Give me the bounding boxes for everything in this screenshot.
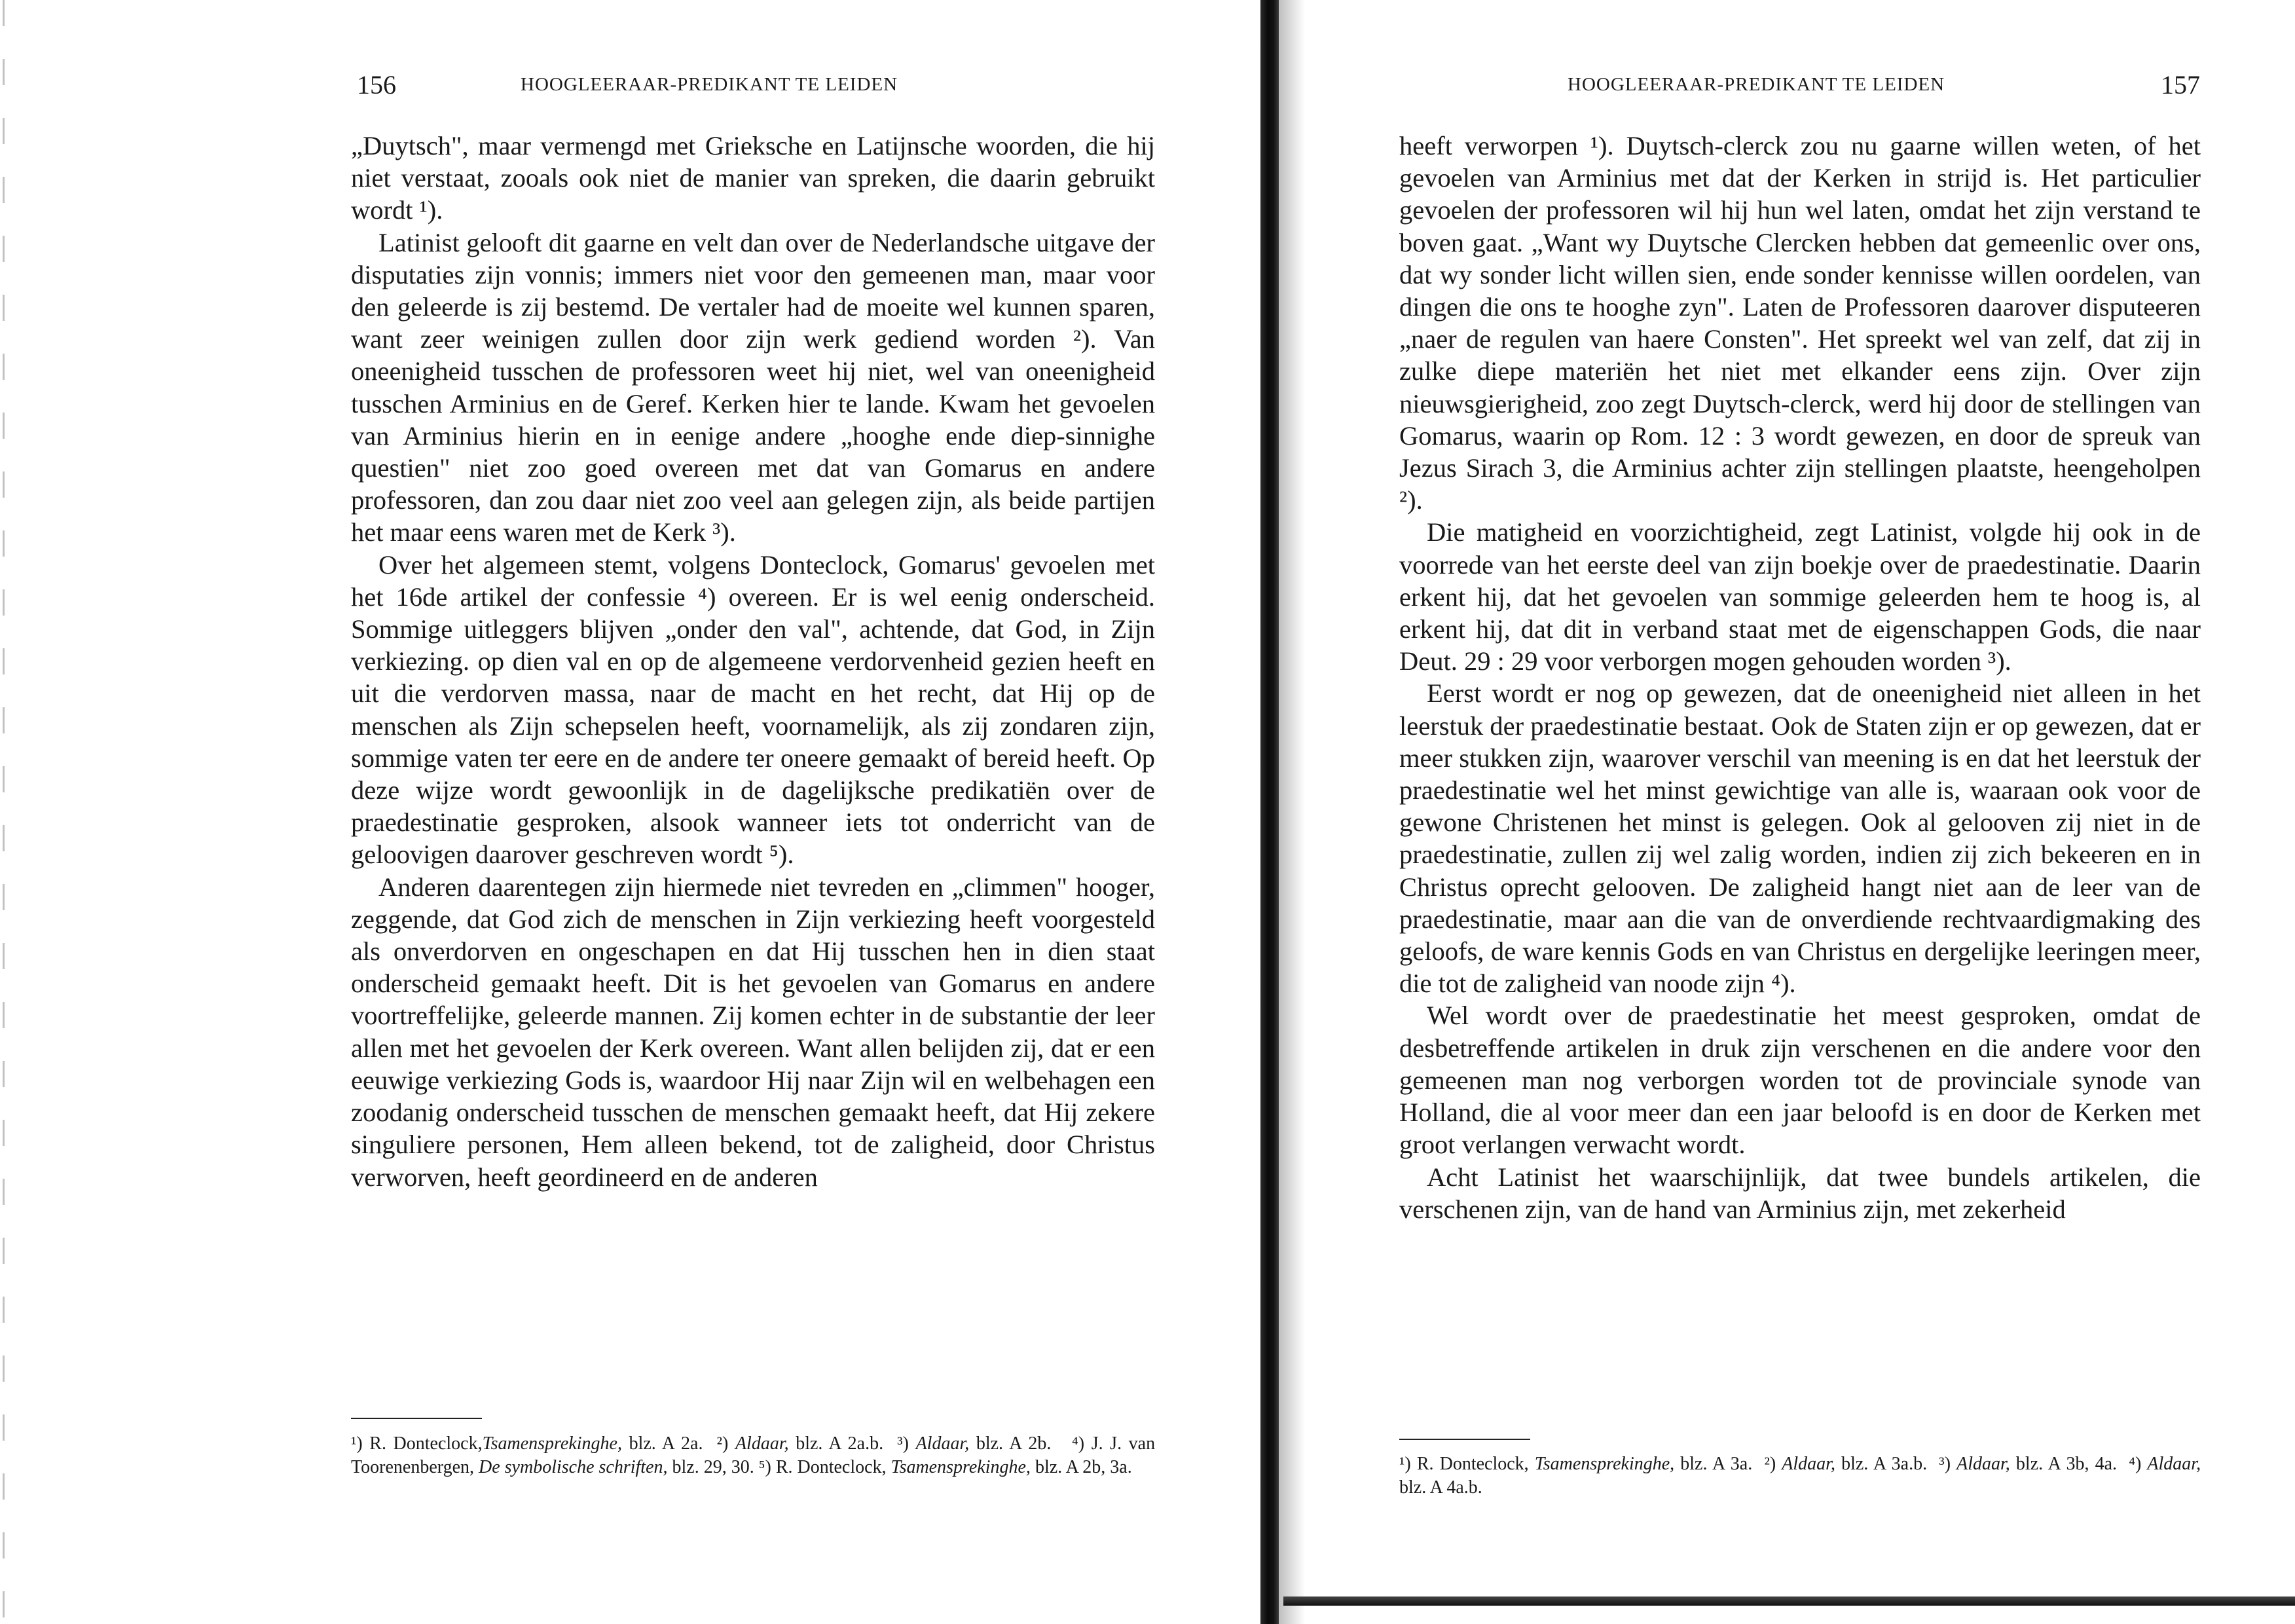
footnote-1: ¹) R. Donteclock,: [351, 1433, 483, 1454]
paragraph: „Duytsch", maar vermengd met Grieksche en Latijnsche woorden, die hij niet verstaat, zooals ook niet de manier van spreken, die daarin gebruikt wordt ¹).: [351, 131, 1155, 225]
footnote-4-ref: blz. 29, 30.: [672, 1457, 754, 1477]
footnote-rule: [1399, 1439, 1530, 1440]
footnote-rule: [351, 1418, 482, 1419]
footnote-5-title: Tsamensprekinghe,: [890, 1457, 1031, 1477]
footnote-1-ref: blz. A 3a.: [1680, 1454, 1753, 1474]
footnote-1: ¹) R. Donteclock,: [1399, 1454, 1529, 1474]
footnote-3-ref: blz. A 2b.: [976, 1433, 1052, 1454]
footnote-4: ⁴) J. J. van Toorenenbergen,: [351, 1433, 1156, 1477]
footnote-1-title: Tsamensprekinghe,: [1534, 1454, 1675, 1474]
paragraph: Latinist gelooft dit gaarne en velt dan over de Nederlandsche uitgave der disputaties zijn vonnis; immers niet voor den gemeenen man, maar voor den geleerde is zij bestemd. De vertaler had de moeite wel kunnen sparen, want zeer weinigen zullen door zijn werk gediend worden ²). Van oneenigheid tusschen de professoren weet hij niet, wel van oneenigheid tusschen Arminius en de Geref. Kerken hier te lande. Kwam het gevoelen van Arminius hierin en in eenige andere „hooghe ende diep-sinnighe questien" niet zoo goed overeen met dat van Gomarus en andere professoren, dan zou daar niet zoo veel aan gelegen zijn, als beide partijen het maar eens waren met de Kerk ³).: [351, 227, 1155, 547]
footnote-3-ref: blz. A 3b, 4a.: [2015, 1454, 2117, 1474]
page-number: 156: [357, 70, 396, 100]
footnote-4-title: Aldaar,: [2147, 1454, 2201, 1474]
paragraph: Acht Latinist het waarschijnlijk, dat twee bundels artikelen, die verschenen zijn, van de hand van Arminius zijn, met zekerheid: [1399, 1162, 2201, 1224]
footnotes: [1399, 1452, 2201, 1500]
paragraph: Anderen daarentegen zijn hiermede niet tevreden en „climmen" hooger, zeggende, dat God zich de menschen in Zijn verkiezing heeft voorgesteld als onverdorven en ongeschapen en dat Hij tusschen hen in dien staat onderscheid gemaakt heeft. Dit is het gevoelen van Gomarus en andere voortreffelijke, geleerde mannen. Zij komen echter in de substantie der leer allen met het gevoelen der Kerk overeen. Want allen belijden zij, dat er een eeuwige verkiezing Gods is, waardoor Hij naar Zijn wil en welbehagen een zoodanig onderscheid tusschen de menschen gemaakt heeft, dat Hij zekere singuliere personen, Hem alleen bekend, tot de zaligheid, door Christus verworven, heeft geordineerd en de anderen: [351, 872, 1155, 1192]
book-gutter: [1260, 0, 1279, 1624]
footnote-3: ³): [897, 1433, 909, 1454]
paragraph: Wel wordt over de praedestinatie het meest gesproken, omdat de desbetreffende artikelen in druk zijn verschenen en die andere voor den gemeenen man nog verborgen worden tot de provinciale synode van Holland, die al voor meer dan een jaar beloofd is en door de Kerken met groot verlangen verwacht wordt.: [1399, 1001, 2201, 1160]
footnote-2-ref: blz. A 2a.b.: [796, 1433, 884, 1454]
footnote-4-ref: blz. A 4a.b.: [1399, 1477, 1482, 1498]
footnote-2-ref: blz. A 3a.b.: [1841, 1454, 1928, 1474]
footnote-4-title: De symbolische schriften,: [479, 1457, 668, 1477]
body-text: [1399, 130, 2201, 1225]
paragraph: Eerst wordt er nog op gewezen, dat de oneenigheid niet alleen in het leerstuk der praedestinatie bestaat. Ook de Staten zijn er op gewezen, dat er meer stukken zijn, waarover verschil van meening is en dat het leerstuk der praedestinatie wel het minst gewichtige van alle is, waaraan ook voor de gewone Christenen het minst is gelegen. Ook al gelooven zij niet in de praedestinatie, zullen zij wel zalig worden, indien zij zich bekeeren en in Christus oprecht gelooven. De zaligheid hangt niet aan de leer van de praedestinatie, maar aan die van de onverdiende rechtvaardigmaking des geloofs, de ware kennis Gods en van Christus en dergelijke leeringen meer, die tot de zaligheid van noode zijn ⁴).: [1399, 678, 2201, 999]
footnote-2: ²): [1764, 1454, 1776, 1474]
footnote-3-title: Aldaar,: [1956, 1454, 2010, 1474]
footnotes: [351, 1432, 1155, 1479]
footnote-3: ³): [1939, 1454, 1951, 1474]
body-text: [351, 130, 1155, 1193]
paragraph: Die matigheid en voorzichtigheid, zegt Latinist, volgde hij ook in de voorrede van het eerste deel van zijn boekje over de praedestinatie. Daarin erkent hij, dat het gevoelen van sommige geleerden hem te hoog is, al erkent hij, dat dit in verband staat met de eigenschappen Gods, die naar Deut. 29 : 29 voor verborgen mogen gehouden worden ³).: [1399, 517, 2201, 676]
page-number: 157: [2161, 70, 2200, 100]
footnote-2: ²): [716, 1433, 729, 1454]
footnote-5: ⁵) R. Donteclock,: [758, 1457, 887, 1477]
footnote-2-title: Aldaar,: [735, 1433, 789, 1454]
footnote-1-title: Tsamensprekinghe,: [482, 1433, 622, 1454]
footnote-1-ref: blz. A 2a.: [629, 1433, 703, 1454]
paragraph: Over het algemeen stemt, volgens Donteclock, Gomarus' gevoelen met het 16de artikel der confessie ⁴) overeen. Er is wel eenig onderscheid. Sommige uitleggers blijven „onder den val", achtende, dat God, in Zijn verkiezing. op dien val en op de algemeene verdorvenheid gezien heeft en uit die verdorven massa, naar de macht en het recht, dat Hij op de menschen als Zijn schepselen heeft, voornamelijk, als zij zondaren zijn, sommige vaten ter eere en de andere ter oneere gemaakt of bereid heeft. Op deze wijze wordt gewoonlijk in de dagelijksche predikatiën over de praedestinatie gesproken, alsook wanneer iets tot onderricht van de geloovigen daarover geschreven wordt ⁵).: [351, 549, 1155, 870]
running-head: HOOGLEERAAR-PREDIKANT TE LEIDEN: [1568, 74, 1945, 95]
footnote-2-title: Aldaar,: [1782, 1454, 1835, 1474]
footnote-4: ⁴): [2129, 1454, 2142, 1474]
paragraph: heeft verworpen ¹). Duytsch-clerck zou nu gaarne willen weten, of het gevoelen van Arminius met dat der Kerken in strijd is. Het particulier gevoelen der professoren wil hij hun wel laten, omdat het zijn verstand te boven gaat. „Want wy Duytsche Clercken hebben dat gemeenlic over ons, dat wy sonder licht willen sien, ende sonder kennisse willen oordelen, van dingen die ons te hooghe zyn". Laten de Professoren daarover disputeeren „naer de regulen van haere Consten". Het spreekt wel van zelf, dat zij in zulke diepe materiën het niet met elkander eens zijn. Over zijn nieuwsgierigheid, zoo zegt Duytsch-clerck, werd hij door de stellingen van Gomarus, waarin op Rom. 12 : 3 wordt gewezen, en door de spreuk van Jezus Sirach 3, die Arminius achter zijn stellingen plaatste, heengeholpen ²).: [1399, 131, 2201, 515]
running-head: HOOGLEERAAR-PREDIKANT TE LEIDEN: [521, 74, 898, 95]
footnote-3-title: Aldaar,: [915, 1433, 970, 1454]
footnote-5-ref: blz. A 2b, 3a.: [1035, 1457, 1132, 1477]
page-bottom-edge: [1283, 1596, 2295, 1606]
right-page: [1277, 0, 2295, 1624]
